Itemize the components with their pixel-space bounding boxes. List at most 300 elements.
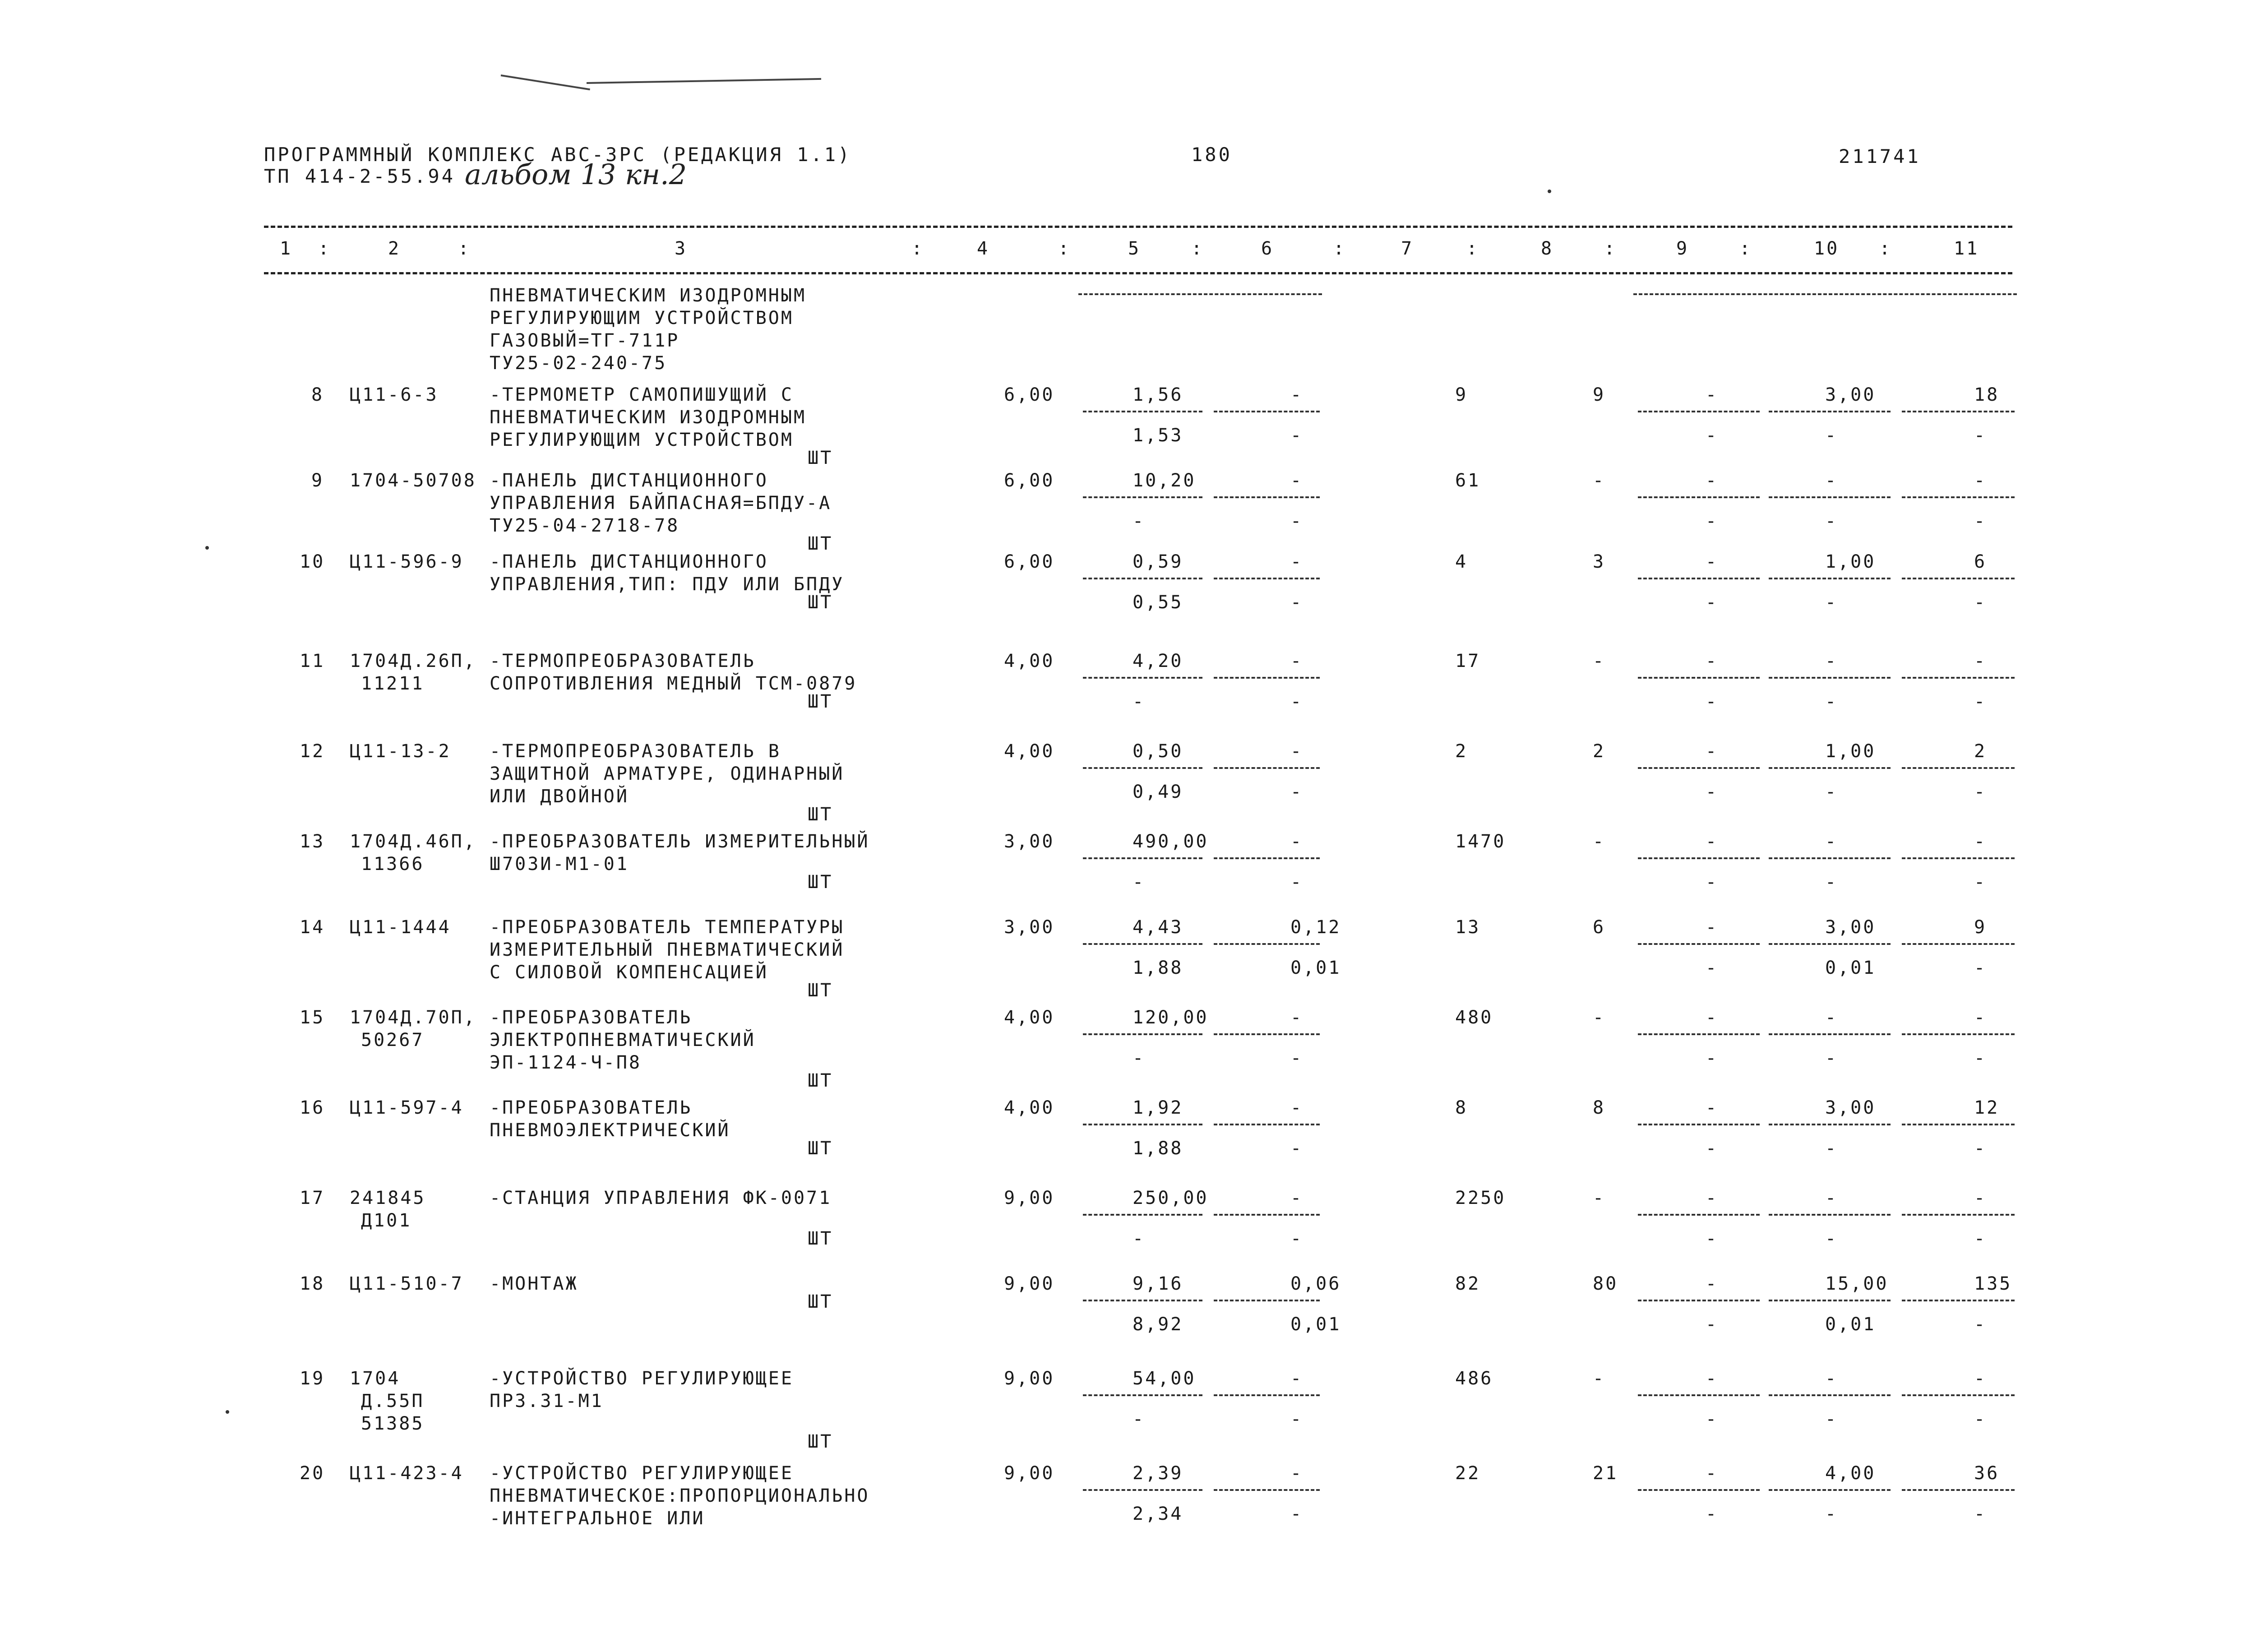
fraction-divider: [1902, 857, 2015, 859]
col10-value: -: [1825, 592, 1838, 613]
col6-value: -: [1290, 1007, 1304, 1028]
col9-value: -: [1706, 1273, 1719, 1294]
resource-description: -МОНТАЖ: [490, 1273, 578, 1294]
fraction-divider: [1214, 767, 1320, 769]
resource-description: ПНЕВМОЭЛЕКТРИЧЕСКИЙ: [490, 1120, 730, 1141]
col10-value: 15,00: [1825, 1273, 1889, 1294]
fraction-divider: [1638, 943, 1760, 945]
col10-value: -: [1825, 1007, 1838, 1028]
fraction-divider: [1769, 496, 1891, 498]
col6-value: -: [1290, 872, 1304, 893]
col8-value: 9: [1593, 384, 1606, 405]
resource-description: -ИНТЕГРАЛЬНОЕ ИЛИ: [490, 1508, 705, 1529]
fraction-divider: [1902, 411, 2015, 412]
resource-description: Ш703И-М1-01: [490, 854, 629, 875]
col4-value: 9,00: [1004, 1368, 1055, 1389]
col6-value: -: [1290, 592, 1304, 613]
col4-value: 6,00: [1004, 470, 1055, 491]
col9-value: -: [1706, 691, 1719, 712]
col5-value: 4,43: [1133, 917, 1183, 938]
fraction-divider: [1214, 1394, 1320, 1396]
col10-value: -: [1825, 782, 1838, 802]
fraction-divider: [1902, 578, 2015, 579]
col8-value: -: [1593, 831, 1606, 852]
col11-value: -: [1974, 782, 1987, 802]
resource-description: -ПРЕОБРАЗОВАТЕЛЬ: [490, 1007, 693, 1028]
speck: [226, 1410, 229, 1414]
col5-value: 490,00: [1133, 831, 1209, 852]
col10-value: -: [1825, 1368, 1838, 1389]
col8-value: -: [1593, 1368, 1606, 1389]
column-separator: :: [1604, 238, 1617, 259]
resource-code: 1704Д.26П,: [350, 651, 476, 671]
col10-value: -: [1825, 1504, 1838, 1524]
col5-value: 9,16: [1133, 1273, 1183, 1294]
fraction-divider: [1769, 1214, 1891, 1216]
unit-label: ШТ: [808, 1070, 833, 1091]
row-number: 15: [300, 1007, 325, 1028]
column-header: 6: [1261, 238, 1274, 259]
fraction-divider: [1214, 857, 1320, 859]
col4-value: 3,00: [1004, 831, 1055, 852]
fraction-divider: [1902, 677, 2015, 679]
row-number: 18: [300, 1273, 325, 1294]
col9-value: -: [1706, 470, 1719, 491]
col9-value: -: [1706, 651, 1719, 671]
col10-value: -: [1825, 651, 1838, 671]
col6-value: -: [1290, 651, 1304, 671]
resource-description: -УСТРОЙСТВО РЕГУЛИРУЮЩЕЕ: [490, 1368, 794, 1389]
fraction-divider: [1083, 496, 1202, 498]
col11-value: -: [1974, 1228, 1987, 1249]
fraction-divider: [1769, 1124, 1891, 1125]
resource-code: 1704: [350, 1368, 401, 1389]
col6-value: -: [1290, 511, 1304, 532]
col9-value: -: [1706, 1048, 1719, 1069]
speck: [1548, 190, 1551, 193]
fraction-divider: [1214, 496, 1320, 498]
col11-value: -: [1974, 470, 1987, 491]
col5-value: 0,49: [1133, 782, 1183, 802]
fraction-divider: [1769, 578, 1891, 579]
col6-value: -: [1290, 384, 1304, 405]
col10-value: -: [1825, 1188, 1838, 1208]
fraction-divider: [1902, 1214, 2015, 1216]
col10-value: -: [1825, 872, 1838, 893]
col9-value: -: [1706, 782, 1719, 802]
col5-value: 0,55: [1133, 592, 1183, 613]
col8-value: -: [1593, 470, 1606, 491]
col6-value: -: [1290, 1368, 1304, 1389]
unit-label: ШТ: [808, 448, 833, 468]
row-number: 20: [300, 1463, 325, 1484]
col10-value: -: [1825, 470, 1838, 491]
fraction-divider: [1638, 1124, 1760, 1125]
fraction-divider: [1083, 767, 1202, 769]
handwritten-note: альбом 13 кн.2: [465, 158, 687, 191]
col6-value: -: [1290, 551, 1304, 572]
column-separator: :: [318, 238, 331, 259]
col5-value: -: [1133, 1048, 1146, 1069]
fraction-divider: [1769, 1300, 1891, 1301]
fraction-divider: [1214, 1300, 1320, 1301]
unit-label: ШТ: [808, 1228, 833, 1249]
col6-value: 0,01: [1290, 1314, 1341, 1335]
fraction-divider: [1083, 1214, 1202, 1216]
col7-value: 8: [1455, 1097, 1468, 1118]
col8-value: -: [1593, 651, 1606, 671]
row-number: 19: [300, 1368, 325, 1389]
col6-value: -: [1290, 1409, 1304, 1430]
scribble-mark: [501, 74, 590, 90]
resource-code: 11211: [361, 673, 425, 694]
col6-value: -: [1290, 470, 1304, 491]
resource-description: -ПРЕОБРАЗОВАТЕЛЬ: [490, 1097, 693, 1118]
col5-value: 54,00: [1133, 1368, 1196, 1389]
row-number: 9: [311, 470, 324, 491]
col5-value: 120,00: [1133, 1007, 1209, 1028]
column-header: 3: [675, 238, 688, 259]
fraction-divider: [1083, 1394, 1202, 1396]
column-separator: :: [458, 238, 471, 259]
table-top-rule: [264, 226, 2012, 228]
fraction-divider: [1902, 496, 2015, 498]
col9-value: -: [1706, 1409, 1719, 1430]
col6-value: -: [1290, 1504, 1304, 1524]
col8-value: 3: [1593, 551, 1606, 572]
col9-value: -: [1706, 1504, 1719, 1524]
col6-value: -: [1290, 782, 1304, 802]
col4-value: 9,00: [1004, 1273, 1055, 1294]
col5-value: 1,92: [1133, 1097, 1183, 1118]
fraction-divider: [1769, 411, 1891, 412]
col7-value: 480: [1455, 1007, 1493, 1028]
resource-code: 51385: [361, 1413, 425, 1434]
document-number: 211741: [1839, 145, 1921, 167]
col5-value: 250,00: [1133, 1188, 1209, 1208]
col11-value: 6: [1974, 551, 1987, 572]
column-header: 2: [388, 238, 401, 259]
col7-value: 1470: [1455, 831, 1506, 852]
col8-value: -: [1593, 1007, 1606, 1028]
col5-value: -: [1133, 691, 1146, 712]
resource-code: Ц11-423-4: [350, 1463, 464, 1484]
col10-value: 3,00: [1825, 384, 1876, 405]
col8-value: 8: [1593, 1097, 1606, 1118]
unit-label: ШТ: [808, 592, 833, 613]
tp-number: ТП 414-2-55.94: [264, 165, 456, 187]
col5-value: -: [1133, 511, 1146, 532]
col4-value: 6,00: [1004, 551, 1055, 572]
fraction-divider: [1638, 677, 1760, 679]
fraction-divider: [1214, 943, 1320, 945]
col4-value: 4,00: [1004, 741, 1055, 762]
column-separator: :: [911, 238, 925, 259]
col10-value: -: [1825, 691, 1838, 712]
col4-value: 4,00: [1004, 1007, 1055, 1028]
fraction-divider: [1902, 943, 2015, 945]
col11-value: -: [1974, 1504, 1987, 1524]
col10-value: 3,00: [1825, 917, 1876, 938]
row-number: 8: [311, 384, 324, 405]
fraction-divider: [1769, 1489, 1891, 1491]
resource-description: ТУ25-02-240-75: [490, 353, 667, 374]
col10-value: -: [1825, 831, 1838, 852]
fraction-divider: [1902, 1489, 2015, 1491]
col11-value: -: [1974, 651, 1987, 671]
resource-description: -ПАНЕЛЬ ДИСТАНЦИОННОГО: [490, 470, 768, 491]
col9-value: -: [1706, 741, 1719, 762]
resource-description: УПРАВЛЕНИЯ,ТИП: ПДУ ИЛИ БПДУ: [490, 574, 845, 595]
col9-value: -: [1706, 1314, 1719, 1335]
resource-description: РЕГУЛИРУЮЩИМ УСТРОЙСТВОМ: [490, 430, 794, 450]
col11-value: -: [1974, 1007, 1987, 1028]
col10-value: -: [1825, 1409, 1838, 1430]
col11-value: 2: [1974, 741, 1987, 762]
column-separator: :: [1466, 238, 1479, 259]
resource-description: ЗАЩИТНОЙ АРМАТУРЕ, ОДИНАРНЫЙ: [490, 764, 845, 784]
column-header: 9: [1676, 238, 1689, 259]
resource-code: 50267: [361, 1030, 425, 1050]
col5-value: 1,88: [1133, 958, 1183, 978]
col11-value: -: [1974, 1314, 1987, 1335]
row-number: 13: [300, 831, 325, 852]
fraction-divider: [1214, 1033, 1320, 1035]
col11-value: -: [1974, 958, 1987, 978]
col7-value: 82: [1455, 1273, 1481, 1294]
fraction-divider: [1769, 1033, 1891, 1035]
row-number: 16: [300, 1097, 325, 1118]
col10-value: -: [1825, 511, 1838, 532]
column-header: 10: [1814, 238, 1840, 259]
col6-value: -: [1290, 1228, 1304, 1249]
col5-value: -: [1133, 1228, 1146, 1249]
col9-value: -: [1706, 425, 1719, 446]
fraction-divider: [1769, 767, 1891, 769]
col5-value: 4,20: [1133, 651, 1183, 671]
resource-description: -СТАНЦИЯ УПРАВЛЕНИЯ ФК-0071: [490, 1188, 832, 1208]
resource-description: РЕГУЛИРУЮЩИМ УСТРОЙСТВОМ: [490, 308, 794, 329]
resource-description: СОПРОТИВЛЕНИЯ МЕДНЫЙ ТСМ-0879: [490, 673, 857, 694]
col9-value: -: [1706, 1007, 1719, 1028]
resource-description: -ТЕРМОМЕТР САМОПИШУЩИЙ С: [490, 384, 794, 405]
resource-code: Ц11-1444: [350, 917, 451, 938]
resource-description: ТУ25-04-2718-78: [490, 515, 680, 536]
unit-label: ШТ: [808, 533, 833, 554]
col9-value: -: [1706, 384, 1719, 405]
col4-value: 9,00: [1004, 1463, 1055, 1484]
resource-code: Ц11-597-4: [350, 1097, 464, 1118]
col11-value: -: [1974, 872, 1987, 893]
fraction-divider: [1769, 943, 1891, 945]
resource-code: Д.55П: [361, 1391, 425, 1411]
resource-code: 1704Д.70П,: [350, 1007, 476, 1028]
unit-label: ШТ: [808, 1431, 833, 1452]
col10-value: -: [1825, 1138, 1838, 1159]
col9-value: -: [1706, 831, 1719, 852]
col11-value: 18: [1974, 384, 2000, 405]
row-number: 11: [300, 651, 325, 671]
fraction-divider: [1083, 677, 1202, 679]
col7-value: 17: [1455, 651, 1481, 671]
column-header: 5: [1128, 238, 1141, 259]
col6-value: -: [1290, 1097, 1304, 1118]
resource-description: -ПРЕОБРАЗОВАТЕЛЬ ТЕМПЕРАТУРЫ: [490, 917, 845, 938]
row-number: 14: [300, 917, 325, 938]
fraction-divider: [1083, 578, 1202, 579]
col9-value: -: [1706, 958, 1719, 978]
fraction-divider: [1638, 496, 1760, 498]
fraction-divider: [1769, 677, 1891, 679]
column-separator: :: [1879, 238, 1892, 259]
col10-value: 0,01: [1825, 958, 1876, 978]
fraction-divider: [1638, 578, 1760, 579]
resource-description: -ПАНЕЛЬ ДИСТАНЦИОННОГО: [490, 551, 768, 572]
col5-value: 1,56: [1133, 384, 1183, 405]
col6-value: -: [1290, 1048, 1304, 1069]
col7-value: 22: [1455, 1463, 1481, 1484]
col10-value: 1,00: [1825, 741, 1876, 762]
fraction-divider: [1214, 1489, 1320, 1491]
resource-code: Ц11-13-2: [350, 741, 451, 762]
unit-label: ШТ: [808, 1138, 833, 1159]
col9-value: -: [1706, 1368, 1719, 1389]
fraction-divider: [1633, 293, 2017, 295]
col6-value: 0,06: [1290, 1273, 1341, 1294]
col11-value: -: [1974, 425, 1987, 446]
column-header: 8: [1541, 238, 1554, 259]
resource-description: ЭП-1124-Ч-П8: [490, 1052, 642, 1073]
fraction-divider: [1902, 1394, 2015, 1396]
fraction-divider: [1214, 677, 1320, 679]
col5-value: 2,39: [1133, 1463, 1183, 1484]
col6-value: 0,12: [1290, 917, 1341, 938]
col10-value: -: [1825, 1228, 1838, 1249]
fraction-divider: [1902, 1300, 2015, 1301]
fraction-divider: [1769, 857, 1891, 859]
col6-value: -: [1290, 1463, 1304, 1484]
resource-description: ПНЕВМАТИЧЕСКИМ ИЗОДРОМНЫМ: [490, 407, 807, 428]
col6-value: -: [1290, 425, 1304, 446]
col11-value: 135: [1974, 1273, 2012, 1294]
resource-description: ПРЗ.31-М1: [490, 1391, 604, 1411]
col4-value: 3,00: [1004, 917, 1055, 938]
resource-code: Ц11-510-7: [350, 1273, 464, 1294]
fraction-divider: [1083, 943, 1202, 945]
col5-value: 1,53: [1133, 425, 1183, 446]
fraction-divider: [1214, 411, 1320, 412]
resource-description: -ПРЕОБРАЗОВАТЕЛЬ ИЗМЕРИТЕЛЬНЫЙ: [490, 831, 870, 852]
fraction-divider: [1902, 1124, 2015, 1125]
col5-value: 0,50: [1133, 741, 1183, 762]
unit-label: ШТ: [808, 872, 833, 893]
col11-value: -: [1974, 1409, 1987, 1430]
col7-value: 4: [1455, 551, 1468, 572]
resource-description: УПРАВЛЕНИЯ БАЙПАСНАЯ=БПДУ-А: [490, 493, 832, 514]
fraction-divider: [1083, 1489, 1202, 1491]
col9-value: -: [1706, 917, 1719, 938]
speck: [205, 546, 209, 550]
col11-value: -: [1974, 592, 1987, 613]
col5-value: 0,59: [1133, 551, 1183, 572]
fraction-divider: [1638, 411, 1760, 412]
fraction-divider: [1638, 1489, 1760, 1491]
resource-description: ПНЕВМАТИЧЕСКОЕ:ПРОПОРЦИОНАЛЬНО: [490, 1485, 870, 1506]
col11-value: -: [1974, 831, 1987, 852]
column-separator: :: [1058, 238, 1071, 259]
row-number: 10: [300, 551, 325, 572]
col7-value: 2250: [1455, 1188, 1506, 1208]
col9-value: -: [1706, 551, 1719, 572]
row-number: 17: [300, 1188, 325, 1208]
fraction-divider: [1083, 857, 1202, 859]
fraction-divider: [1638, 1300, 1760, 1301]
fraction-divider: [1638, 1394, 1760, 1396]
fraction-divider: [1214, 1214, 1320, 1216]
resource-description: ИЛИ ДВОЙНОЙ: [490, 786, 629, 807]
fraction-divider: [1083, 1300, 1202, 1301]
resource-code: 11366: [361, 854, 425, 875]
col11-value: -: [1974, 1048, 1987, 1069]
col5-value: 2,34: [1133, 1504, 1183, 1524]
column-header: 11: [1954, 238, 1979, 259]
col6-value: -: [1290, 831, 1304, 852]
col11-value: -: [1974, 1188, 1987, 1208]
col11-value: -: [1974, 691, 1987, 712]
col6-value: -: [1290, 1138, 1304, 1159]
fraction-divider: [1083, 1033, 1202, 1035]
col9-value: -: [1706, 592, 1719, 613]
scribble-mark: [587, 78, 821, 84]
resource-code: Д101: [361, 1210, 412, 1231]
col11-value: -: [1974, 511, 1987, 532]
col7-value: 486: [1455, 1368, 1493, 1389]
col8-value: 21: [1593, 1463, 1618, 1484]
col10-value: 1,00: [1825, 551, 1876, 572]
resource-description: -ТЕРМОПРЕОБРАЗОВАТЕЛЬ В: [490, 741, 781, 762]
resource-code: 241845: [350, 1188, 426, 1208]
fraction-divider: [1078, 293, 1322, 295]
col9-value: -: [1706, 872, 1719, 893]
table-header-rule: [264, 272, 2012, 274]
col6-value: 0,01: [1290, 958, 1341, 978]
unit-label: ШТ: [808, 1291, 833, 1312]
column-separator: :: [1191, 238, 1204, 259]
fraction-divider: [1638, 857, 1760, 859]
column-separator: :: [1333, 238, 1346, 259]
col11-value: 36: [1974, 1463, 2000, 1484]
col7-value: 61: [1455, 470, 1481, 491]
col7-value: 2: [1455, 741, 1468, 762]
resource-description: ГАЗОВЫЙ=ТГ-711Р: [490, 330, 680, 351]
column-separator: :: [1739, 238, 1752, 259]
fraction-divider: [1638, 1033, 1760, 1035]
col5-value: 8,92: [1133, 1314, 1183, 1335]
fraction-divider: [1902, 1033, 2015, 1035]
resource-code: 1704-50708: [350, 470, 476, 491]
unit-label: ШТ: [808, 804, 833, 825]
col11-value: 9: [1974, 917, 1987, 938]
col10-value: -: [1825, 1048, 1838, 1069]
fraction-divider: [1214, 1124, 1320, 1125]
col5-value: 10,20: [1133, 470, 1196, 491]
col10-value: 0,01: [1825, 1314, 1876, 1335]
col5-value: -: [1133, 1409, 1146, 1430]
col11-value: -: [1974, 1138, 1987, 1159]
col7-value: 13: [1455, 917, 1481, 938]
resource-code: 1704Д.46П,: [350, 831, 476, 852]
col9-value: -: [1706, 1097, 1719, 1118]
